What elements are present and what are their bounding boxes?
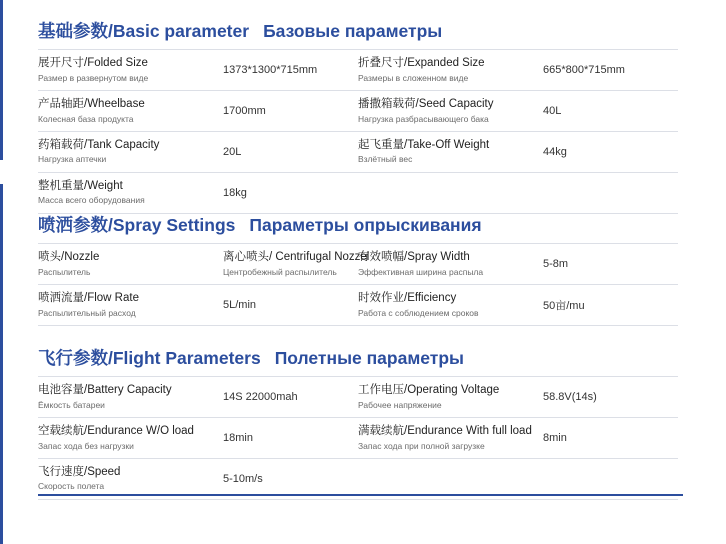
section-title-basic-ru: Базовые параметры	[263, 21, 443, 41]
row-label-main: 产品轴距/Wheelbase	[38, 97, 145, 110]
cell-value: 5L/min	[223, 284, 358, 325]
section-flight-parameters	[38, 345, 678, 500]
row-label-main: 展开尺寸/Folded Size	[38, 57, 148, 69]
bottom-accent-rule	[38, 494, 683, 496]
table-basic-parameter	[38, 49, 678, 214]
cell-value: 14S 22000mah	[223, 377, 358, 418]
cell-value-empty	[543, 172, 678, 213]
row-label-sub: Колесная база продукта	[38, 113, 134, 124]
cell-value: 18kg	[223, 172, 358, 213]
cell-label	[358, 244, 543, 285]
row-label-sub: Скорость полета	[38, 481, 105, 492]
row-label-main: 药箱载荷/Tank Capacity	[38, 138, 160, 151]
cell-value: 5-8m	[543, 244, 678, 285]
row-label-main: 喷洒流量/Flow Rate	[38, 291, 139, 304]
row-label-sub: Работа с соблюдением сроков	[358, 307, 479, 318]
table-row	[38, 131, 678, 172]
row-label-main: 空载续航/Endurance W/O load	[38, 424, 194, 437]
table-flight-parameters	[38, 376, 678, 500]
cell-value: 44kg	[543, 131, 678, 172]
cell-label	[38, 244, 223, 285]
section-title-basic	[38, 18, 678, 43]
cell-value: 50亩/mu	[543, 284, 678, 325]
row-label-sub: Эффективная ширина распыла	[358, 266, 484, 277]
row-label-main: 整机重量/Weight	[38, 179, 123, 192]
cell-label	[358, 90, 543, 131]
row-label-sub: Нагрузка разбрасывающего бака	[358, 113, 489, 124]
cell-value: 8min	[543, 417, 678, 458]
table-row	[38, 284, 678, 325]
cell-value: 1700mm	[223, 90, 358, 131]
table-row	[38, 172, 678, 213]
section-title-basic-cn: 基础参数/Basic parameter	[38, 21, 250, 41]
row-label-main: 时效作业/Efficiency	[358, 291, 457, 304]
table-row	[38, 50, 678, 91]
row-label-sub: Запас хода без нагрузки	[38, 440, 134, 451]
row-label-sub: Запас хода при полной загрузке	[358, 440, 485, 451]
row-label-sub: Нагрузка аптечки	[38, 154, 107, 165]
table-spray-settings	[38, 243, 678, 326]
cell-label	[358, 50, 543, 91]
cell-label	[38, 172, 223, 213]
cell-value: 5-10m/s	[223, 458, 358, 499]
section-title-spray-cn: 喷洒参数/Spray Settings	[38, 215, 236, 235]
row-label-main: 起飞重量/Take-Off Weight	[358, 138, 490, 151]
row-label-main: 电池容量/Battery Capacity	[38, 384, 172, 396]
row-label-main: 飞行速度/Speed	[38, 465, 121, 478]
row-value-main: 离心喷头/ Centrifugal Nozzel	[223, 251, 370, 263]
row-label-main: 喷头/Nozzle	[38, 251, 100, 263]
cell-value: 20L	[223, 131, 358, 172]
section-title-flight-ru: Полетные параметры	[274, 348, 464, 368]
cell-value	[223, 244, 370, 285]
cell-value: 58.8V(14s)	[543, 377, 678, 418]
row-label-sub: Взлётный вес	[358, 154, 413, 165]
cell-label-empty	[358, 172, 543, 213]
section-title-flight-cn: 飞行参数/Flight Parameters	[38, 348, 261, 368]
row-label-main: 工作电压/Operating Voltage	[358, 384, 500, 396]
row-label-main: 满载续航/Endurance With full load	[358, 424, 532, 437]
cell-label	[358, 284, 543, 325]
cell-value: 665*800*715mm	[543, 50, 678, 91]
cell-label	[358, 417, 543, 458]
row-label-sub: Распылительный расход	[38, 307, 136, 318]
section-basic-parameter	[38, 18, 678, 214]
section-title-flight	[38, 345, 678, 370]
cell-label	[38, 377, 223, 418]
row-label-main: 有效喷幅/Spray Width	[358, 251, 470, 263]
table-row	[38, 377, 678, 418]
section-title-spray	[38, 212, 678, 237]
row-value-sub: Центробежный распылитель	[223, 266, 337, 277]
cell-value: 18min	[223, 417, 358, 458]
row-label-sub: Размер в развернутом виде	[38, 72, 149, 83]
row-label-sub: Размеры в сложенном виде	[358, 72, 469, 83]
row-label-sub: Ёмкость батареи	[38, 399, 105, 410]
table-row	[38, 244, 678, 285]
cell-label	[38, 131, 223, 172]
cell-value: 40L	[543, 90, 678, 131]
cell-label	[38, 284, 223, 325]
row-label-sub: Распылитель	[38, 266, 91, 277]
row-label-main: 折叠尺寸/Expanded Size	[358, 57, 485, 69]
cell-label	[38, 90, 223, 131]
section-title-spray-ru: Параметры опрыскивания	[249, 215, 482, 235]
cell-label	[38, 50, 223, 91]
table-row	[38, 90, 678, 131]
left-accent-rule-top	[0, 0, 3, 160]
table-row	[38, 417, 678, 458]
row-label-sub: Масса всего оборудования	[38, 195, 145, 206]
cell-label	[358, 131, 543, 172]
row-label-main: 播撒箱载荷/Seed Capacity	[358, 97, 494, 110]
cell-label	[358, 377, 543, 418]
section-spray-settings	[38, 212, 678, 326]
left-accent-rule-bottom	[0, 184, 3, 544]
cell-label	[38, 417, 223, 458]
cell-value: 1373*1300*715mm	[223, 50, 358, 91]
row-label-sub: Рабочее напряжение	[358, 399, 442, 410]
